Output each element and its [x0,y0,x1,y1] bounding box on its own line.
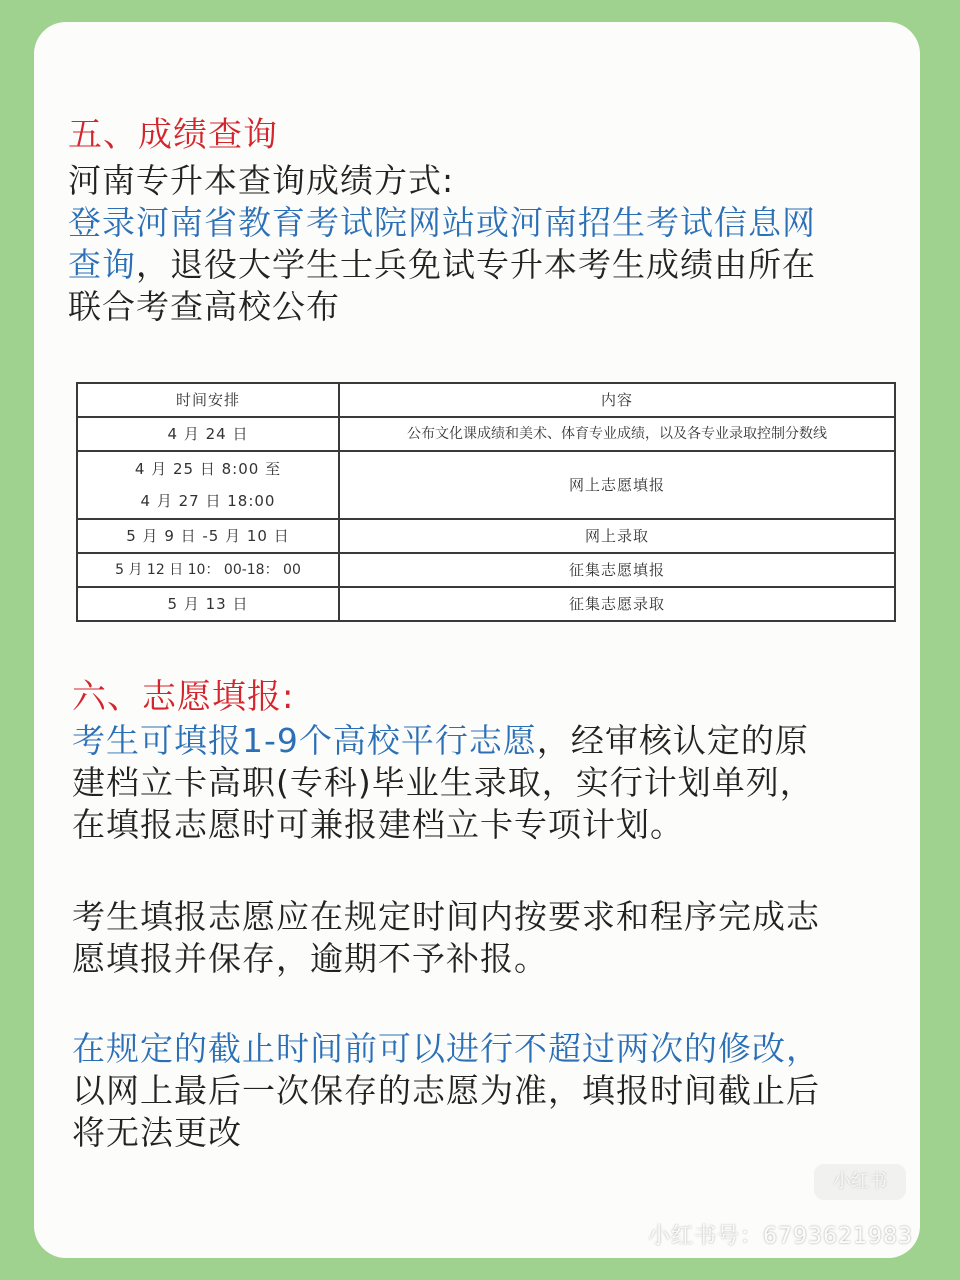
score-query-highlight: 查询 [68,245,136,284]
score-query-line3 [68,244,816,286]
schedule-table [76,382,896,622]
score-query-paragraph [68,160,816,328]
table-cell-content: 网上录取 [339,519,895,553]
application-paragraph-3 [72,1028,820,1154]
table-row [77,553,895,587]
table-cell-time-end: 4 月 27 日 18:00 [140,492,276,510]
application-p2-line2: 愿填报并保存，逾期不予补报。 [72,939,548,978]
score-query-intro: 河南专升本查询成绩方式: [68,161,455,200]
score-query-line3-rest: ，退役大学生士兵免试专升本考生成绩由所在 [136,245,816,284]
table-row [77,417,895,451]
application-p1-line1-rest: ，经审核认定的原 [536,721,809,760]
application-p3-line3: 将无法更改 [72,1113,242,1152]
application-p3-line2: 以网上最后一次保存的志愿为准，填报时间截止后 [72,1071,820,1110]
score-query-line4: 联合考查高校公布 [68,287,340,326]
score-query-website: 登录河南省教育考试院网站或河南招生考试信息网 [68,203,816,242]
table-row [77,587,895,621]
table-row [77,519,895,553]
table-cell-content: 征集志愿录取 [339,587,895,621]
table-header-content: 内容 [339,383,895,417]
table-cell-time: 5 月 9 日 -5 月 10 日 [77,519,339,553]
table-header-row [77,383,895,417]
application-p1-line1 [72,720,814,762]
table-cell-time: 5 月 13 日 [77,587,339,621]
table-header-time: 时间安排 [77,383,339,417]
application-p1-line2: 建档立卡高职(专科)毕业生录取，实行计划单列， [72,763,814,802]
application-p1-highlight: 考生可填报1-9个高校平行志愿 [72,721,537,760]
table-cell-content: 征集志愿填报 [339,553,895,587]
application-p1-line3: 在填报志愿时可兼报建档立卡专项计划。 [72,805,684,844]
table-row [77,451,895,519]
table-cell-time: 5 月 12 日 10： 00-18： 00 [77,553,339,587]
section-title-application: 六、志愿填报: [72,677,295,717]
watermark-account-id: 小红书号：6793621983 [648,1224,913,1249]
application-paragraph-2 [72,896,820,980]
table-cell-content: 网上志愿填报 [339,451,895,519]
application-paragraph-1 [72,720,814,846]
application-p3-line1: 在规定的截止时间前可以进行不超过两次的修改， [72,1029,820,1068]
section-title-score-query: 五、成绩查询 [68,115,278,155]
table-cell-content: 公布文化课成绩和美术、体育专业成绩，以及各专业录取控制分数线 [339,417,895,451]
table-cell-time [77,451,339,519]
table-cell-time-start: 4 月 25 日 8:00 至 [134,460,282,478]
application-p2-line1: 考生填报志愿应在规定时间内按要求和程序完成志 [72,897,820,936]
watermark-logo: 小红书 [814,1164,906,1200]
table-cell-time: 4 月 24 日 [77,417,339,451]
